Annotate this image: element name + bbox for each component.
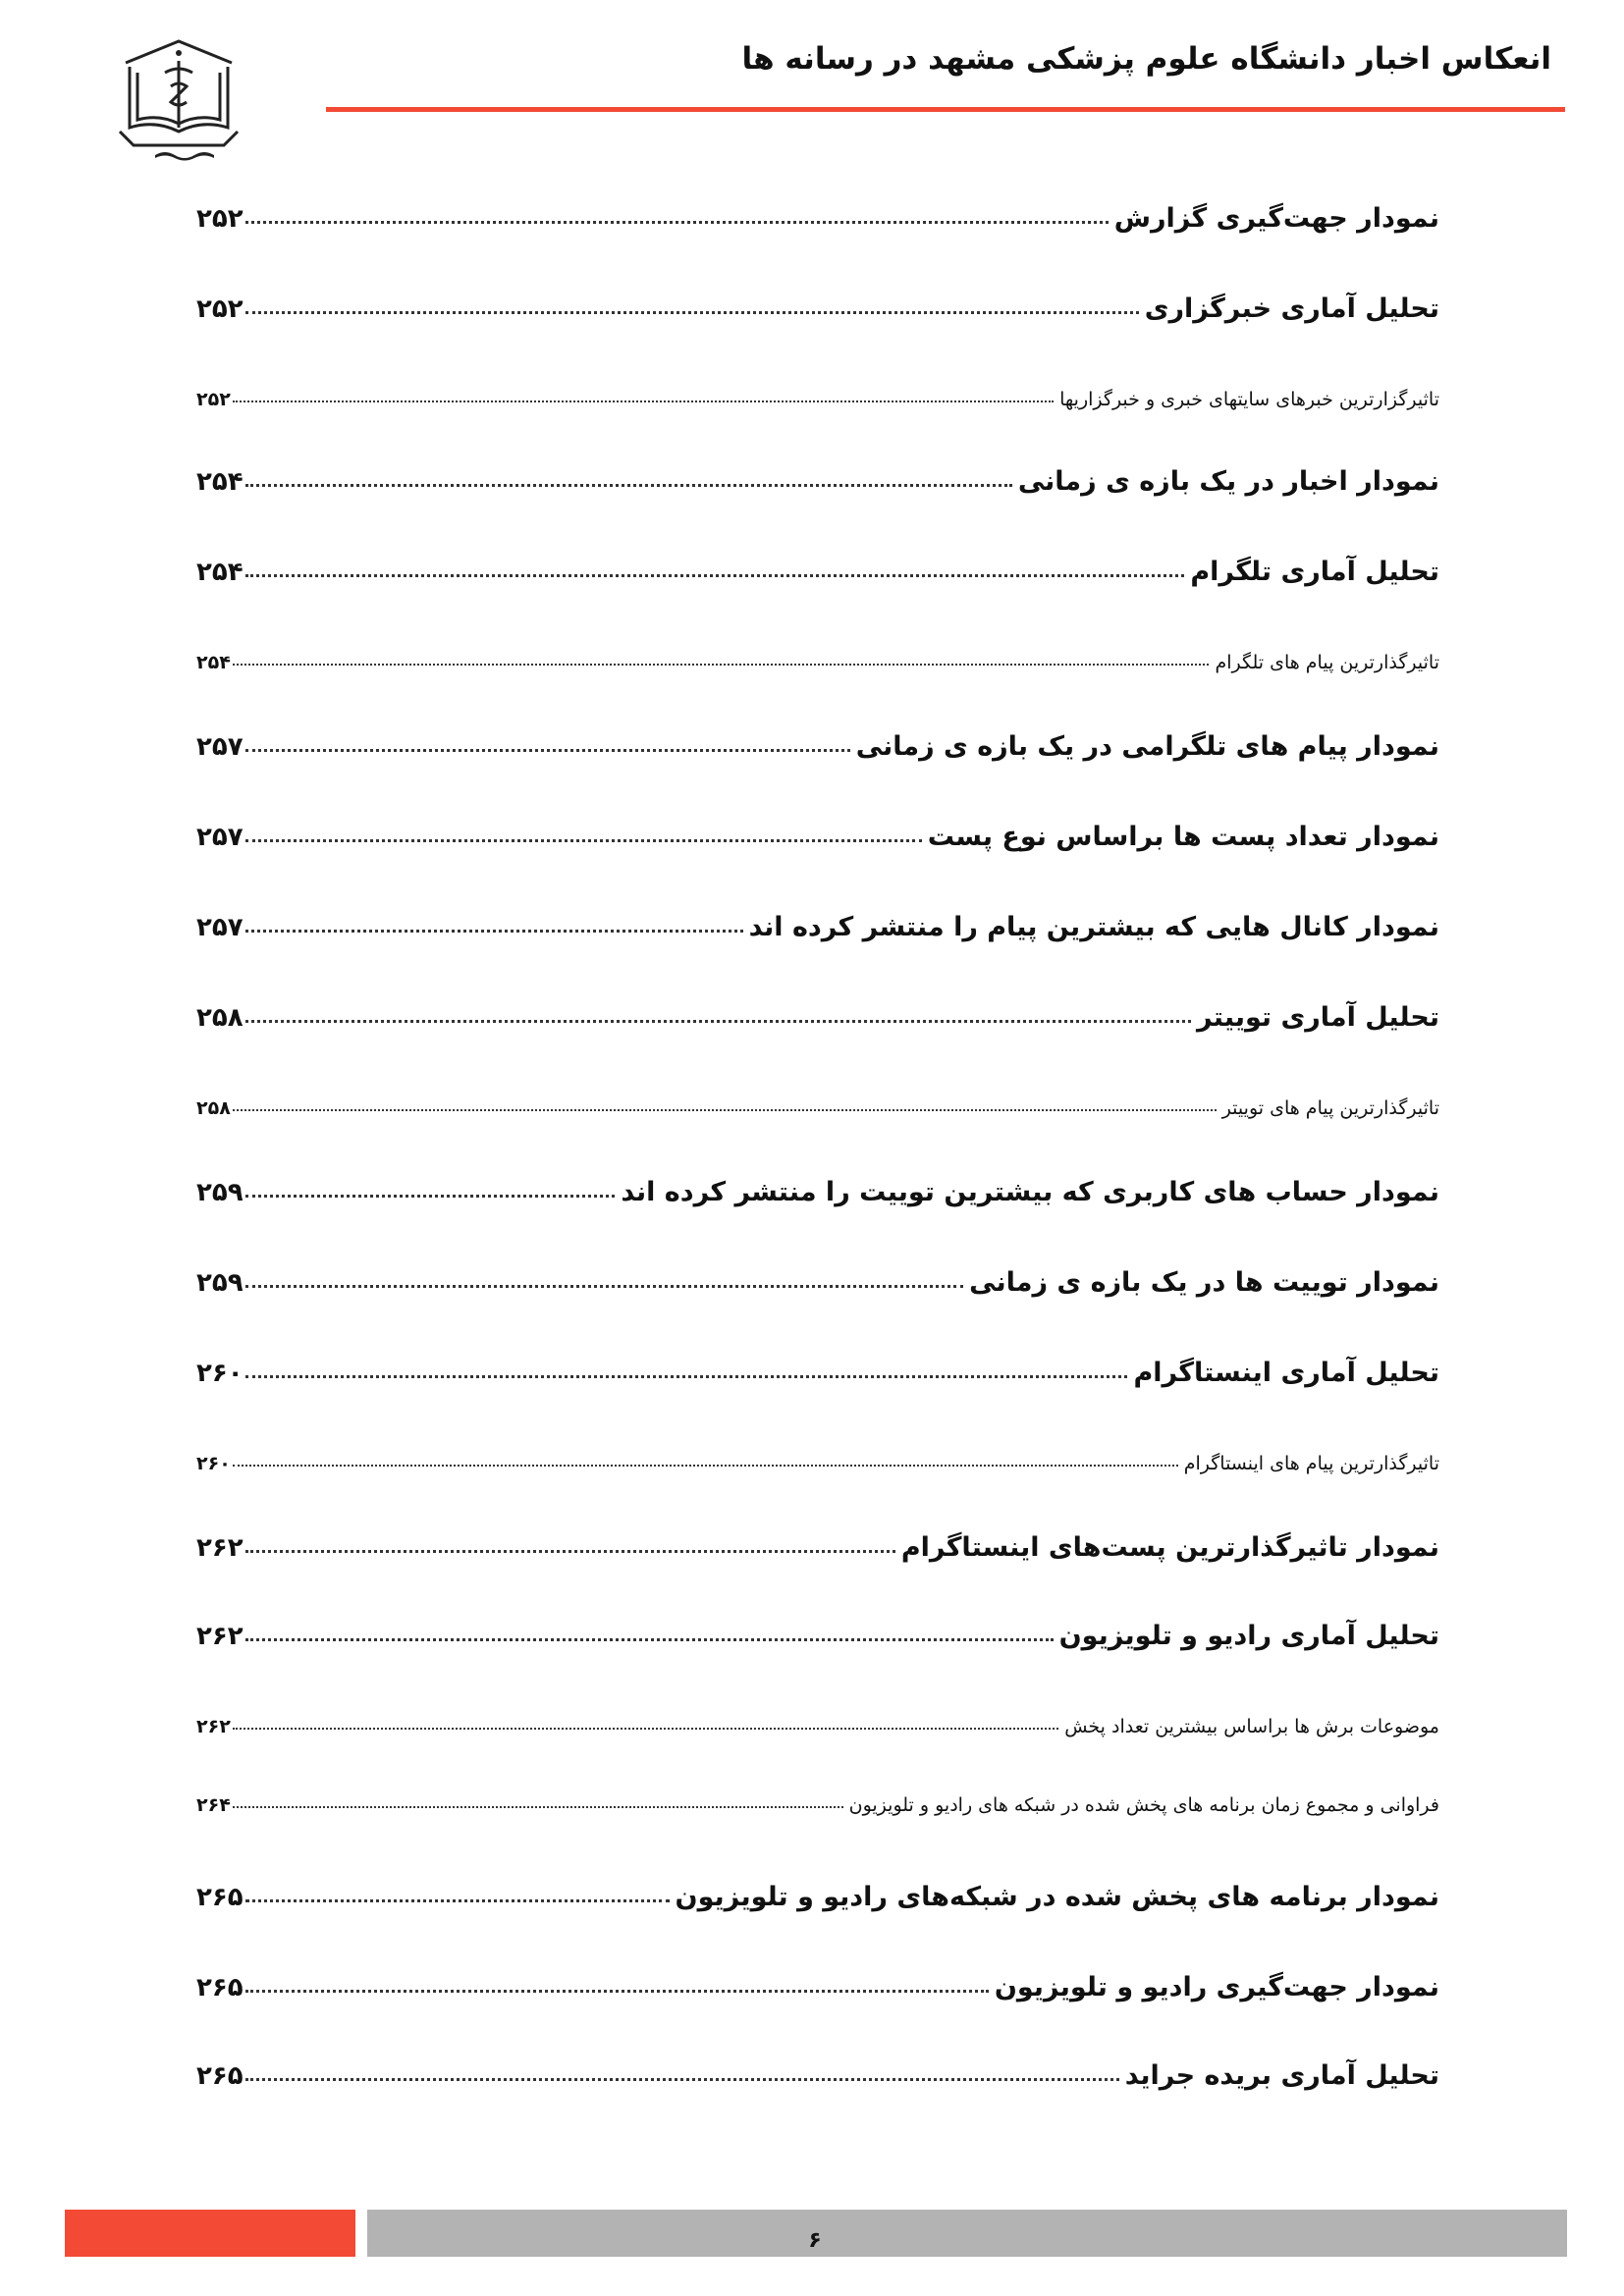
toc-leader-dots — [245, 1990, 989, 1993]
toc-leader-dots — [233, 1109, 1217, 1111]
toc-entry-title: فراوانی و مجموع زمان برنامه های پخش شده در شبکه های رادیو و تلویزیون — [848, 1794, 1439, 1816]
toc-entry[interactable] — [196, 624, 1439, 673]
toc-entry-title: نمودار جهت‌گیری گزارش — [1113, 203, 1439, 234]
toc-entry-page: ۲۶۲ — [196, 1622, 244, 1651]
toc-leader-dots — [245, 1020, 1191, 1023]
toc-entry-title: تاثیرگذارترین پیام های اینستاگرام — [1183, 1453, 1439, 1474]
toc-entry-page: ۲۶۵ — [196, 1973, 244, 2002]
toc-entry[interactable] — [196, 1339, 1439, 1388]
toc-entry[interactable] — [196, 538, 1439, 587]
toc-entry[interactable] — [196, 1158, 1439, 1207]
toc-leader-dots — [245, 311, 1139, 314]
toc-entry[interactable] — [196, 1602, 1439, 1651]
toc-entry-page: ۲۵۷ — [196, 732, 244, 762]
toc-leader-dots — [245, 1638, 1054, 1641]
toc-entry-page: ۲۵۷ — [196, 823, 244, 852]
toc-leader-dots — [233, 1465, 1178, 1467]
toc-entry[interactable] — [196, 2042, 1439, 2091]
toc-entry[interactable] — [196, 1688, 1439, 1737]
toc-entry-page: ۲۶۵ — [196, 1883, 244, 1912]
toc-entry-page: ۲۵۸ — [196, 1097, 231, 1119]
toc-entry[interactable] — [196, 713, 1439, 762]
toc-entry-title: نمودار اخبار در یک بازه ی زمانی — [1017, 466, 1439, 497]
toc-entry[interactable] — [196, 275, 1439, 324]
toc-entry-page: ۲۵۲ — [196, 204, 244, 234]
toc-leader-dots — [245, 1375, 1128, 1378]
toc-entry-page: ۲۶۵ — [196, 2061, 244, 2091]
toc-entry[interactable] — [196, 361, 1439, 410]
toc-entry[interactable] — [196, 1863, 1439, 1912]
toc-entry[interactable] — [196, 984, 1439, 1033]
toc-entry[interactable] — [196, 1249, 1439, 1298]
toc-entry[interactable] — [196, 1953, 1439, 2002]
toc-entry-title: تاثیرگزارترین خبرهای سایتهای خبری و خبرگزاریها — [1059, 389, 1439, 410]
toc-leader-dots — [245, 1899, 670, 1902]
toc-entry[interactable] — [196, 185, 1439, 234]
toc-leader-dots — [233, 1806, 843, 1808]
toc-leader-dots — [233, 664, 1210, 666]
toc-entry-title: نمودار حساب های کاربری که بیشترین توییت را منتشر کرده اند — [621, 1177, 1439, 1207]
header-divider — [326, 107, 1565, 112]
toc-entry-page: ۲۵۸ — [196, 1003, 244, 1033]
toc-entry-title: موضوعات برش ها براساس بیشترین تعداد پخش — [1064, 1716, 1439, 1737]
toc-entry-page: ۲۵۹ — [196, 1268, 244, 1298]
toc-entry-title: تاثیرگذارترین پیام های توییتر — [1221, 1097, 1439, 1119]
toc-entry-page: ۲۶۰ — [196, 1453, 231, 1474]
toc-leader-dots — [245, 1195, 616, 1198]
toc-entry-title: تحلیل آماری رادیو و تلویزیون — [1058, 1621, 1439, 1651]
toc-entry-page: ۲۵۴ — [196, 558, 244, 587]
toc-entry[interactable] — [196, 1425, 1439, 1474]
toc-leader-dots — [245, 484, 1012, 487]
toc-leader-dots — [245, 1550, 895, 1553]
toc-entry-title: تحلیل آماری بریده جراید — [1124, 2060, 1439, 2091]
toc-leader-dots — [245, 749, 850, 752]
footer-bar — [367, 2210, 1567, 2257]
toc-entry[interactable] — [196, 1514, 1439, 1563]
toc-entry-title: تاثیرگذارترین پیام های تلگرام — [1215, 652, 1439, 673]
toc-entry-title: تحلیل آماری توییتر — [1197, 1002, 1439, 1033]
toc-entry[interactable] — [196, 893, 1439, 942]
toc-leader-dots — [245, 1285, 964, 1288]
toc-leader-dots — [245, 2078, 1119, 2081]
toc-entry-page: ۲۵۴ — [196, 467, 244, 497]
toc-entry[interactable] — [196, 1767, 1439, 1816]
toc-entry-title: نمودار تعداد پست ها براساس نوع پست — [927, 822, 1439, 852]
toc-entry-title: نمودار توییت ها در یک بازه ی زمانی — [969, 1267, 1439, 1298]
toc-entry-title: تحلیل آماری اینستاگرام — [1133, 1358, 1439, 1388]
toc-entry-title: نمودار تاثیرگذارترین پست‌های اینستاگرام — [900, 1532, 1439, 1563]
toc-entry-page: ۲۵۲ — [196, 294, 244, 324]
toc-entry-page: ۲۶۲ — [196, 1716, 231, 1737]
toc-entry-page: ۲۶۲ — [196, 1533, 244, 1563]
toc-entry-title: نمودار کانال هایی که بیشترین پیام را منتشر کرده اند — [748, 912, 1439, 942]
toc-entry-title: نمودار پیام های تلگرامی در یک بازه ی زمانی — [855, 731, 1439, 762]
toc-leader-dots — [245, 839, 922, 842]
toc-entry[interactable] — [196, 1070, 1439, 1119]
university-logo-icon — [116, 33, 242, 171]
toc-entry-page: ۲۶۴ — [196, 1794, 231, 1816]
toc-entry-title: تحلیل آماری تلگرام — [1190, 557, 1439, 587]
toc-leader-dots — [245, 574, 1185, 577]
toc-entry-title: تحلیل آماری خبرگزاری — [1144, 294, 1439, 324]
document-title: انعکاس اخبار دانشگاه علوم پزشکی مشهد در رسانه ها — [741, 41, 1551, 77]
footer-accent-bar — [65, 2210, 355, 2257]
toc-entry[interactable] — [196, 448, 1439, 497]
toc-entry[interactable] — [196, 803, 1439, 852]
toc-entry-page: ۲۶۰ — [196, 1359, 244, 1388]
toc-leader-dots — [245, 930, 743, 933]
toc-entry-title: نمودار برنامه های پخش شده در شبکه‌های رادیو و تلویزیون — [675, 1882, 1439, 1912]
toc-entry-page: ۲۵۲ — [196, 389, 231, 410]
toc-leader-dots — [233, 400, 1054, 402]
toc-entry-page: ۲۵۴ — [196, 652, 231, 673]
toc-entry-page: ۲۵۷ — [196, 913, 244, 942]
toc-leader-dots — [245, 221, 1109, 224]
toc-leader-dots — [233, 1728, 1058, 1730]
toc-entry-title: نمودار جهت‌گیری رادیو و تلویزیون — [994, 1972, 1439, 2002]
page-number: ۶ — [808, 2228, 822, 2253]
toc-entry-page: ۲۵۹ — [196, 1178, 244, 1207]
